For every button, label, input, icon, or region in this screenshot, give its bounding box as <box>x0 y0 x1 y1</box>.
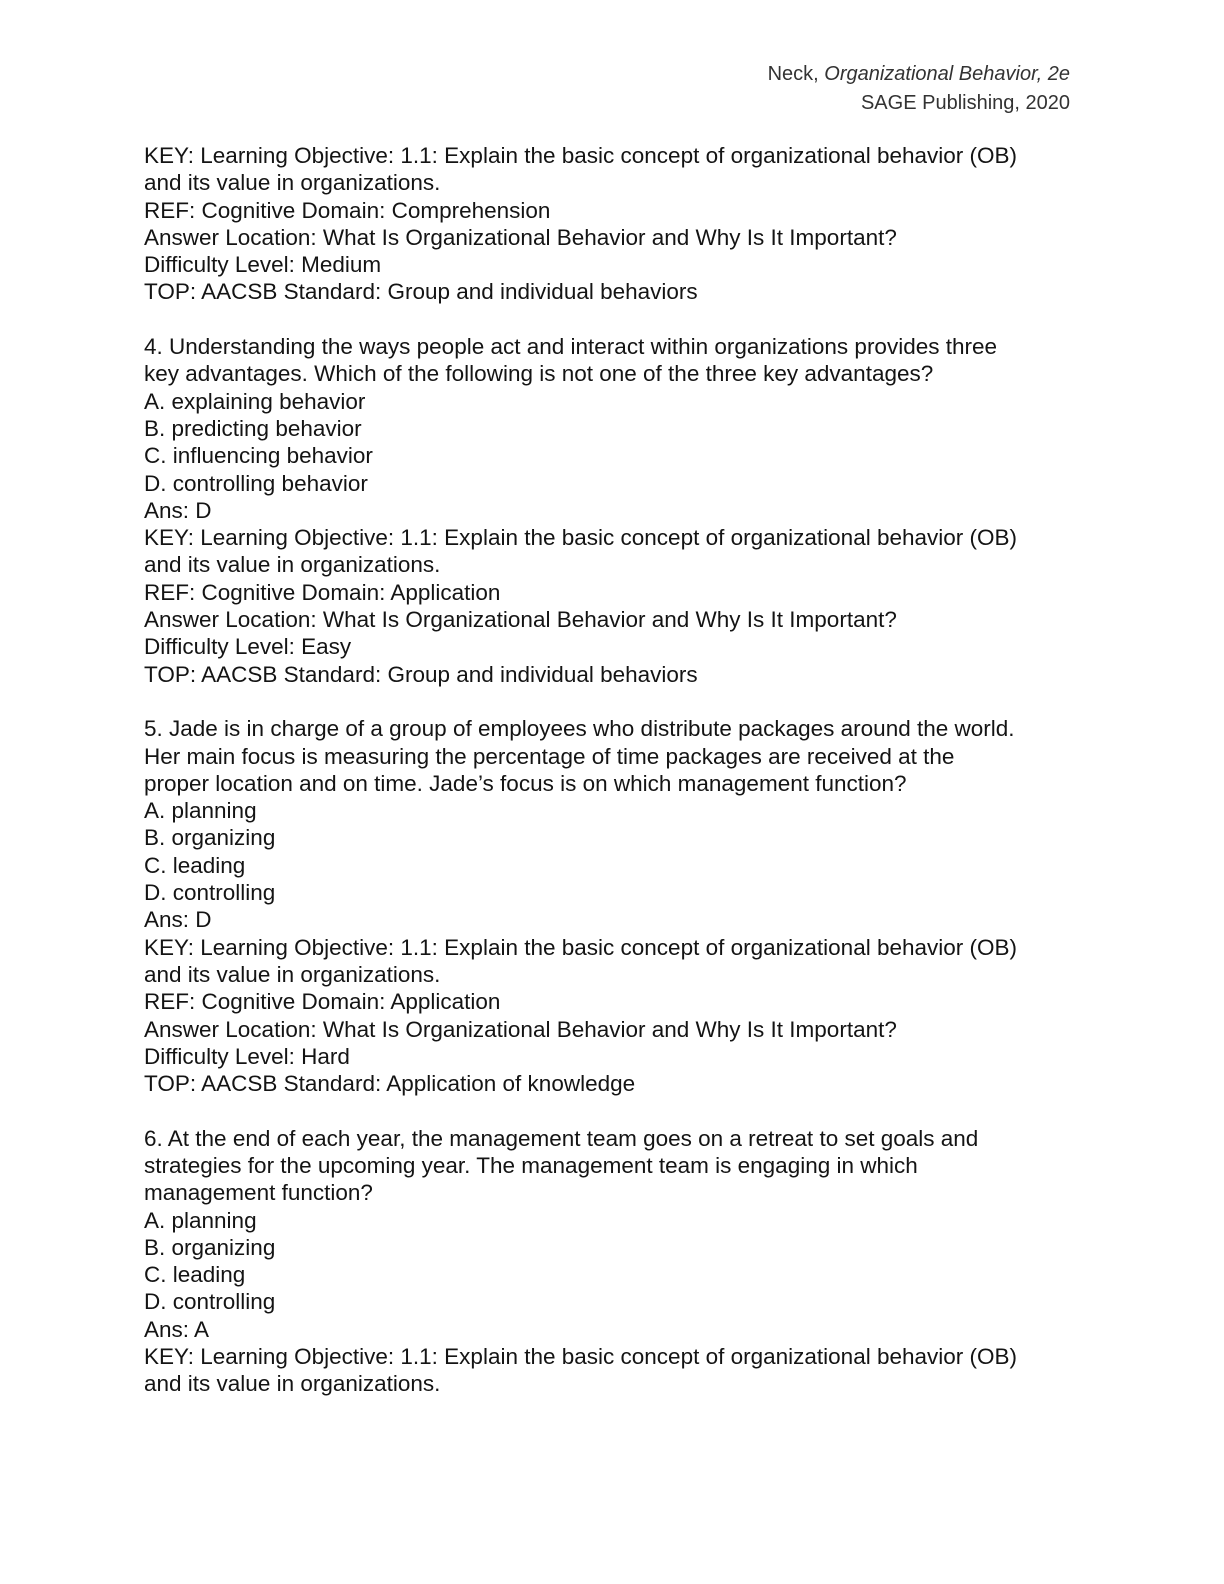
question-stem-cont: strategies for the upcoming year. The management team is engaging in which <box>144 1152 918 1178</box>
document-body <box>144 142 1084 1398</box>
header-book-title: Organizational Behavior, 2e <box>824 63 1070 85</box>
question-5 <box>144 715 1084 1097</box>
option-a: A. planning <box>144 798 257 824</box>
difficulty-line: Difficulty Level: Hard <box>144 1043 350 1069</box>
option-c: C. influencing behavior <box>144 443 373 469</box>
key-line-cont: and its value in organizations. <box>144 961 441 987</box>
question-stem-cont: key advantages. Which of the following is not one of the three key advantages? <box>144 361 934 387</box>
ref-line: REF: Cognitive Domain: Application <box>144 989 501 1015</box>
option-c: C. leading <box>144 1262 246 1288</box>
question-6 <box>144 1125 1084 1398</box>
option-a: A. planning <box>144 1207 257 1233</box>
option-b: B. organizing <box>144 1234 276 1260</box>
question-4 <box>144 333 1084 688</box>
header-line-1 <box>768 60 1070 89</box>
spacer <box>144 688 1084 715</box>
answer-location-line: Answer Location: What Is Organizational Behavior and Why Is It Important? <box>144 607 897 633</box>
key-line: KEY: Learning Objective: 1.1: Explain the basic concept of organizational behavior (OB) <box>144 143 1018 168</box>
option-a: A. explaining behavior <box>144 388 366 414</box>
key-line-cont: and its value in organizations. <box>144 1371 441 1397</box>
question-stem-cont: management function? <box>144 1180 373 1206</box>
header-publisher: SAGE Publishing, 2020 <box>860 92 1070 114</box>
question-3-metadata <box>144 142 1084 306</box>
difficulty-line: Difficulty Level: Easy <box>144 634 352 660</box>
top-line: TOP: AACSB Standard: Group and individual behaviors <box>144 279 698 305</box>
spacer <box>144 306 1084 333</box>
difficulty-line: Difficulty Level: Medium <box>144 252 382 278</box>
ref-line: REF: Cognitive Domain: Application <box>144 579 501 605</box>
question-stem: 4. Understanding the ways people act and interact within organizations provides three <box>144 334 998 360</box>
option-b: B. predicting behavior <box>144 415 362 441</box>
option-d: D. controlling behavior <box>144 470 368 496</box>
option-b: B. organizing <box>144 825 276 851</box>
key-line: KEY: Learning Objective: 1.1: Explain the basic concept of organizational behavior (OB) <box>144 525 1018 551</box>
answer-location-line: Answer Location: What Is Organizational Behavior and Why Is It Important? <box>144 224 897 250</box>
answer-line: Ans: D <box>144 497 212 523</box>
answer-line: Ans: D <box>144 907 212 933</box>
spacer <box>144 1097 1084 1124</box>
question-stem: 6. At the end of each year, the management team goes on a retreat to set goals and <box>144 1125 979 1151</box>
key-line: KEY: Learning Objective: 1.1: Explain the basic concept of organizational behavior (OB) <box>144 934 1018 960</box>
key-line-cont: and its value in organizations. <box>144 552 441 578</box>
top-line: TOP: AACSB Standard: Group and individual behaviors <box>144 661 698 687</box>
question-stem-cont: Her main focus is measuring the percentage of time packages are received at the <box>144 743 955 769</box>
answer-location-line: Answer Location: What Is Organizational Behavior and Why Is It Important? <box>144 1016 897 1042</box>
ref-line: REF: Cognitive Domain: Comprehension <box>144 197 551 223</box>
option-d: D. controlling <box>144 880 276 906</box>
page-header <box>768 60 1070 118</box>
key-line-cont: and its value in organizations. <box>144 170 441 196</box>
question-stem: 5. Jade is in charge of a group of employees who distribute packages around the world. <box>144 716 1015 742</box>
answer-line: Ans: A <box>144 1316 210 1342</box>
key-line: KEY: Learning Objective: 1.1: Explain the basic concept of organizational behavior (OB) <box>144 1344 1018 1370</box>
option-d: D. controlling <box>144 1289 276 1315</box>
question-stem-cont: proper location and on time. Jade’s focus is on which management function? <box>144 770 907 796</box>
option-c: C. leading <box>144 852 246 878</box>
header-author: Neck, <box>767 63 819 85</box>
top-line: TOP: AACSB Standard: Application of knowledge <box>144 1071 636 1097</box>
